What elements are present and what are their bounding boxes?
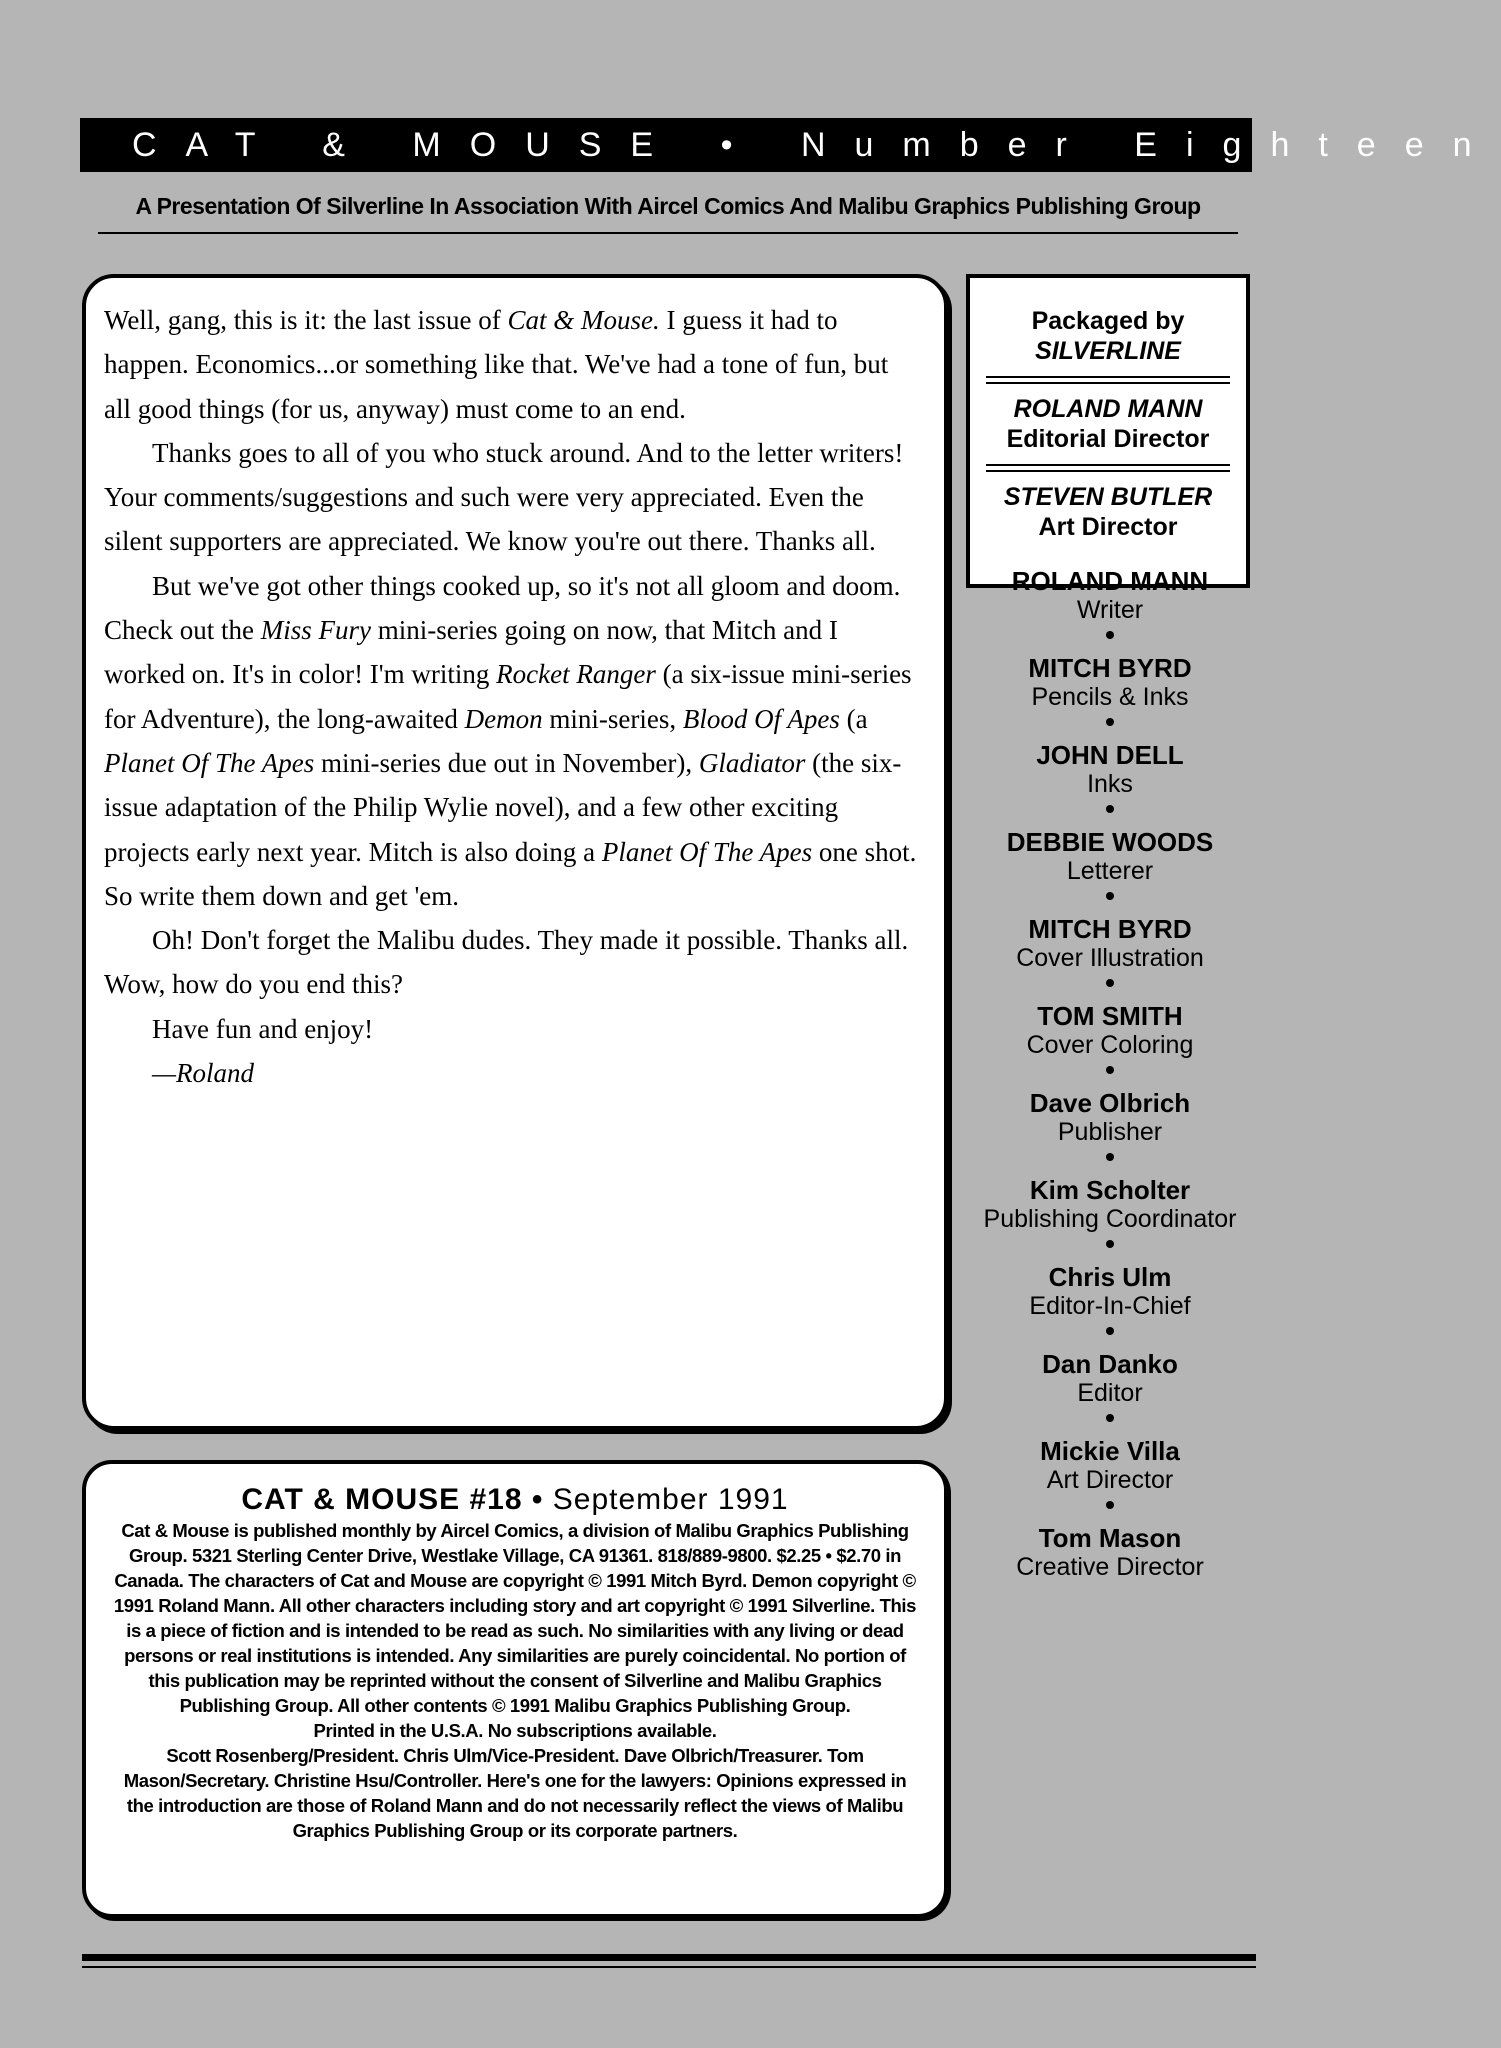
credit-name: ROLAND MANN (1011, 566, 1209, 596)
credit-item (960, 566, 1260, 653)
editorial-signature: —Roland (152, 1058, 255, 1089)
packaged-by-box (966, 274, 1250, 588)
credit-role: Cover Coloring (1026, 1031, 1194, 1059)
credit-item (960, 914, 1260, 1001)
title-planet-of-the-apes: Planet Of The Apes (601, 836, 813, 867)
credit-role: Cover Illustration (1016, 944, 1204, 972)
credit-role: Editor (1077, 1379, 1143, 1407)
credit-item (960, 1001, 1260, 1088)
credit-name: JOHN DELL (1036, 740, 1184, 770)
title-banner (80, 118, 1501, 172)
credit-role: Art Director (1046, 1466, 1174, 1494)
box-divider (986, 376, 1230, 384)
editorial-paragraph: Have fun and enjoy! (152, 1013, 374, 1044)
credit-role: Publishing Coordinator (983, 1205, 1237, 1233)
bullet-icon (1106, 1501, 1114, 1509)
credit-item (960, 1436, 1260, 1523)
credit-item (960, 1523, 1260, 1610)
title-cat-and-mouse: Cat & Mouse. (507, 305, 660, 335)
credit-name: Kim Scholter (1029, 1175, 1191, 1205)
credit-name: TOM SMITH (1037, 1001, 1183, 1031)
title-blood-of-apes: Blood Of Apes (682, 703, 840, 734)
editorial-paragraph: But we've got other things cooked up, so it's not all gloom and doom. Check out the Miss Fury mini-series going on now, that Mitch and I worked on. It's in color! I'm writing Rocket Ranger (a six-issue mini-series for Adventure), the long-awaited Demon mini-series, Blood Of Apes (a Planet Of The Apes mini-series due out in November), Gladiator (the six-issue adaptation of the Philip Wylie novel), and a few other exciting projects early next year. Mitch is also doing a Planet Of The Apes one shot. So write them down and get 'em. (104, 570, 917, 911)
credit-name: Mickie Villa (1040, 1436, 1180, 1466)
credit-role: Letterer (1066, 857, 1154, 885)
credit-item (960, 740, 1260, 827)
footer-rule-thin (82, 1966, 1256, 1968)
editorial-paragraph: Oh! Don't forget the Malibu dudes. They made it possible. Thanks all. Wow, how do you end this? (104, 925, 909, 1000)
box-divider (986, 464, 1230, 472)
credit-item (960, 827, 1260, 914)
credit-name: Dan Danko (1042, 1349, 1178, 1379)
credit-name: DEBBIE WOODS (1006, 827, 1214, 857)
bullet-icon (1106, 805, 1114, 813)
bullet-icon (1106, 718, 1114, 726)
credit-name: MITCH BYRD (1028, 914, 1192, 944)
title-demon: Demon (464, 703, 543, 734)
credit-name: Chris Ulm (1048, 1262, 1172, 1292)
credits-list (960, 566, 1260, 1610)
bullet-icon (1106, 1153, 1114, 1161)
credit-role: Writer (1076, 596, 1144, 624)
editorial-paragraph: Thanks goes to all of you who stuck around. And to the letter writers! Your comments/suggestions and such were very appreciated. Even the silent supporters are appreciated. We know you're out there. Thanks all. (104, 437, 904, 557)
bullet-icon (1106, 1414, 1114, 1422)
credit-name: MITCH BYRD (1028, 653, 1192, 683)
credit-item (960, 1349, 1260, 1436)
subtitle-divider (98, 232, 1238, 234)
title-separator: • (720, 126, 763, 164)
credit-role: Publisher (1057, 1118, 1163, 1146)
issue-title (132, 124, 1501, 166)
art-director-role: Art Director (1038, 513, 1178, 541)
bullet-icon (1106, 1327, 1114, 1335)
indicia-heading: CAT & MOUSE #18 • September 1991 (241, 1483, 789, 1516)
title-gladiator: Gladiator (698, 747, 806, 778)
bullet-icon (1106, 1066, 1114, 1074)
credit-item (960, 1175, 1260, 1262)
credit-item (960, 653, 1260, 740)
editorial-director-role: Editorial Director (1006, 425, 1210, 453)
credit-role: Editor-In-Chief (1029, 1292, 1191, 1320)
editorial-paragraph: Well, gang, this is it: the last issue of Cat & Mouse. I guess it had to happen. Economics...or something like that. We've had a tone of fun, but all good things (for us, anyway) must come to an end. (104, 305, 889, 424)
credit-name: Tom Mason (1038, 1523, 1182, 1553)
credit-item (960, 1088, 1260, 1175)
credit-role: Pencils & Inks (1031, 683, 1189, 711)
credit-name: Dave Olbrich (1029, 1088, 1191, 1118)
credit-role: Creative Director (1016, 1553, 1204, 1581)
bullet-icon (1106, 892, 1114, 900)
series-title: CAT & MOUSE (132, 126, 683, 164)
issue-number: Number Eighteen (800, 126, 1501, 164)
indicia-box (82, 1460, 948, 1918)
packaged-label: Packaged by (1031, 307, 1185, 335)
title-planet-of-the-apes: Planet Of The Apes (104, 747, 315, 778)
bullet-icon (1106, 631, 1114, 639)
title-rocket-ranger: Rocket Ranger (496, 659, 656, 690)
presentation-subtitle: A Presentation Of Silverline In Association With Aircel Comics And Malibu Graphics Publishing Group (135, 193, 1201, 219)
indicia-text: Cat & Mouse is published monthly by Aircel Comics, a division of Malibu Graphics Publishing Group. 5321 Sterling Center Drive, Westlake Village, CA 91361. 818/889-9800. $2.25 • $2.70 in Canada. The characters of Cat and Mouse are copyright © 1991 Mitch Byrd. Demon copyright © 1991 Roland Mann. All other characters including story and art copyright © 1991 Silverline. This is a piece of fiction and is intended to be read as such. No similarities with any living or dead persons or real institutions is intended. Any similarities are purely coincidental. No portion of this publication may be reprinted without the consent of Silverline and Malibu Graphics Publishing Group. All other contents © 1991 Malibu Graphics Publishing Group. Printed in the U.S.A. No subscriptions available. Scott Rosenberg/President. Chris Ulm/Vice-President. Dave Olbrich/Treasurer. Tom Mason/Secretary. Christine Hsu/Controller. Here's one for the lawyers: Opinions expressed in the introduction are those of Roland Mann and do not necessarily reflect the views of Malibu Graphics Publishing Group or its corporate partners. (113, 1520, 917, 1841)
bullet-icon (1106, 979, 1114, 987)
title-miss-fury: Miss Fury (260, 615, 371, 646)
packager-name: SILVERLINE (1035, 337, 1181, 365)
credit-item (960, 1262, 1260, 1349)
editorial-director-name: ROLAND MANN (1013, 395, 1203, 423)
credit-role: Inks (1087, 770, 1133, 798)
editorial-letter (82, 274, 948, 1430)
bullet-icon (1106, 1240, 1114, 1248)
footer-rule-thick (82, 1954, 1256, 1961)
art-director-name: STEVEN BUTLER (1003, 483, 1213, 511)
